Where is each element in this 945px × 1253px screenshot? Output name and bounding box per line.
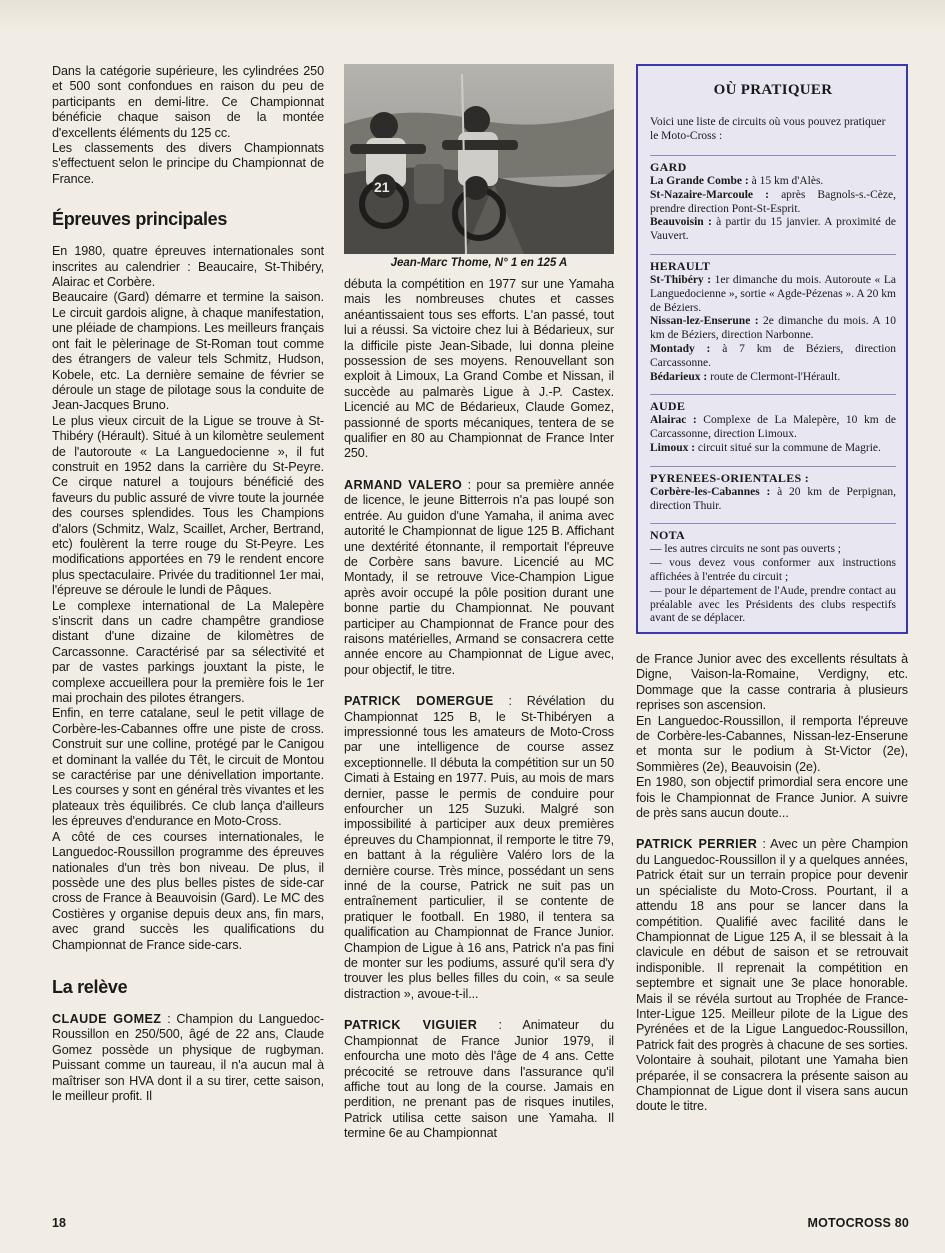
circuit-desc: circuit situé sur la commune de Magrie. xyxy=(695,441,881,454)
circuit-desc: à 20 km de Perpignan, direction Thuir. xyxy=(650,485,896,512)
rider-text: : Avec un père Champion du Languedoc-Roussillon il y a quelques années, Patrick était sur un terrain propice pour devenir un spécialiste du Moto-Cross. Pourtant, il a attendu 18 ans pour se lancer dans la compétition. Qualifié avec facilité dans le Championnat de Ligue 125 A, il se blessait à la clavicule en début de saison et se retrouvait indisponible. Il reprenait la compétition en septembre et signait une 3e place honorable. Mais il se révéla surtout au Trophée de France-Inter-Ligue 125. Meilleur pilote de la Ligue des Pyrénées et de la Ligue Languedoc-Roussillon, Patrick fait des progrès à chacune de ses sorties. Volontaire à souhait, pilotant une Yamaha bien préparée, il se consacrera la présente saison au Championnat de Ligue dont il visera sans aucun doute le titre. xyxy=(636,837,908,1114)
paragraph-viguier xyxy=(344,1018,614,1141)
column-2 xyxy=(344,64,614,1142)
page-top-strip xyxy=(0,0,945,30)
circuit-desc: Complexe de La Malepère, 10 km de Carcassonne, direction Limoux. xyxy=(650,414,897,441)
circuit-name: Montady : xyxy=(650,342,711,355)
paragraph: En 1980, son objectif primordial sera encore une fois le Championnat de France Junior. A suivre de près sans aucun doute... xyxy=(636,775,908,821)
paragraph-perrier xyxy=(636,837,908,1114)
region-gard xyxy=(650,155,896,244)
photo-caption: Jean-Marc Thome, N° 1 en 125 A xyxy=(390,257,568,269)
paragraph: Enfin, en terre catalane, seul le petit village de Corbère-les-Cabannes offre une piste de cross. Construit sur une colline, protégé par le Canigou et dominant la vallée du Têt, le circuit de Montou se caractérise par une dénivellation importante. Les courses y sont en général très vivantes et les plateaux très équilibrés. Ce club lança d'ailleurs les épreuves d'endurance en Moto-Cross. xyxy=(52,706,324,829)
nota-block xyxy=(650,523,896,626)
svg-text:21: 21 xyxy=(374,179,390,195)
rider-name: PATRICK VIGUIER xyxy=(344,1018,478,1033)
rider-name: PATRICK DOMERGUE xyxy=(344,694,494,709)
circuit-entry xyxy=(650,486,896,514)
circuit-desc: à 7 km de Béziers, direction Carcassonne. xyxy=(650,342,896,369)
column-3-text xyxy=(636,652,908,1115)
region-name: PYRENEES-ORIENTALES : xyxy=(650,466,896,486)
page-number: 18 xyxy=(52,1216,66,1230)
section-heading-epreuves: Épreuves principales xyxy=(52,209,228,230)
circuit-desc: à partir du 15 janvier. A proximité de Vauvert. xyxy=(650,216,896,243)
rider-photo xyxy=(344,64,614,254)
circuit-entry xyxy=(650,442,896,456)
motocross-riders-image xyxy=(344,64,614,254)
region-name: AUDE xyxy=(650,394,896,414)
circuit-name: Limoux : xyxy=(650,441,696,454)
paragraph: En Languedoc-Roussillon, il remporta l'épreuve de Corbère-les-Cabannes, Nissan-lez-Enserune et monta sur le podium à St-Victor (2e), Sommières (2e), Beauvoisin (2e). xyxy=(636,713,908,774)
circuit-entry xyxy=(650,274,896,315)
circuit-desc: à 15 km d'Alès. xyxy=(748,175,824,187)
circuit-entry xyxy=(650,414,896,442)
paragraph: Les classements des divers Championnats s'effectuent selon le principe du Championnat de France. xyxy=(52,141,324,186)
box-intro: Voici une liste de circuits où vous pouvez pratiquer le Moto-Cross : xyxy=(650,116,886,142)
circuit-name: Alairac : xyxy=(650,414,697,427)
circuit-entry xyxy=(650,371,896,385)
rider-text: : pour sa première année de licence, le jeune Bitterrois n'a pas loupé son entrée. Au guidon d'une Yamaha, il anima avec autorité le Championnat de ligue 125 B. Affichant une dextérité étonnante, il remportait l'épreuve de Corbère sans bavure. Licencié au MC Montady, il se retrouve Vice-Champion Ligue après avoir occupé la pôle position durant une bonne partie du Championnat. Ne pouvant participer au Championnat de France pour des raisons matérielles, Armand se consacrera cette année encore au Championnat de Ligue avec, pour objectif, le titre. xyxy=(344,477,614,677)
region-pyrenees-orientales xyxy=(650,466,896,514)
circuit-entry xyxy=(650,315,896,343)
circuit-name: Nissan-lez-Enserune : xyxy=(650,315,759,328)
region-aude xyxy=(650,394,896,455)
paragraph: Beaucaire (Gard) démarre et termine la saison. Le circuit gardois aligne, à chaque manifestation, une pléiade de champions. Les meilleurs français ont fait le pèlerinage de St-Roman tout comme des étrangers de valeur tels Schmitz, Hudson, Kobele, etc. La dernière semaine de février se déroule un stage de pilotage sous la conduite de Jean-Jacques Bruno. xyxy=(52,290,324,413)
circuit-name: Beauvoisin : xyxy=(650,216,712,229)
paragraph: de France Junior avec des excellents résultats à Digne, Vaison-la-Romaine, Verdigny, etc. Dommage que la casse contraria à plusieurs reprises son ascension. xyxy=(636,652,908,713)
circuits-sidebar-box xyxy=(636,64,908,634)
rider-name: ARMAND VALERO xyxy=(344,477,463,492)
paragraph-gomez xyxy=(52,1012,324,1104)
nota-line: — pour le département de l'Aude, prendre contact au préalable avec les Présidents des clubs respectifs avant de se déplacer. xyxy=(650,584,896,625)
circuit-entry xyxy=(650,216,896,244)
rider-text: : Animateur du Championnat de France Junior 1979, il enfourcha une moto dès l'âge de 4 ans. Cette précocité se retrouve dans l'assurance qu'il affiche tout au long de la course. Jamais en perdition, ne prenant pas de risques inutiles, Patrick utilisa cette saison une Yamaha. Il termine 6e au Championnat xyxy=(344,1018,614,1141)
rider-text: : Champion du Languedoc-Roussillon en 250/500, âgé de 22 ans, Claude Gomez possède un physique de rugbyman. Puissant comme un taureau, il n'a aucun mal à maîtriser son HVA dont il a su tirer, cette saison, le meilleur profit. Il xyxy=(52,1011,324,1103)
section-heading-releve: La relève xyxy=(52,976,128,997)
nota-title: NOTA xyxy=(650,523,896,543)
paragraph: Le plus vieux circuit de la Ligue se trouve à St-Thibéry (Hérault). Situé à un kilomètre seulement de l'autoroute « La Languedocienne », il fut construit en 1952 dans la carrière du St-Peyre. Ce cirque naturel a toujours bénéficié des faveurs du public assuré de vivre toute la journée des courses splendides. Tous les Champions d'alors (Schmitz, Walz, Scaillet, Archer, Bertrand, etc) foulèrent la terre rouge du St-Peyre. Les modifications apportées en 79 le rendent encore plus spectaculaire. Privée du traditionnel 1er mai, l'épreuve se déroule le lundi de Pâques. xyxy=(52,413,324,598)
nota-line: — vous devez vous conformer aux instructions affichées à l'entrée du circuit ; xyxy=(650,557,896,583)
circuit-name: Bédarieux : xyxy=(650,370,708,383)
circuit-desc: route de Clermont-l'Hérault. xyxy=(707,370,841,383)
magazine-name: MOTOCROSS 80 xyxy=(807,1216,909,1230)
paragraph-domergue xyxy=(344,694,614,1002)
circuit-name: La Grande Combe : xyxy=(650,175,749,187)
rider-text: : Révélation du Championnat 125 B, le St-Thibéryen a impressionné tous les amateurs de Moto-Cross par une intelligence de course assez exceptionnelle. Il débuta la compétition sur un 50 Cimati à Estaing en 1977. Puis, au mois de mars dernier, passe le permis de conduire pour enfourcher un 125 Suzuki. Malgré son impossibilité à participer aux deux premières épreuves du Championnat, il remporte le titre 79, en battant à la régulière Valéro lors de la dernière course. Très mince, possédant un sens inné de la course, Patrick ne suit pas un entraînement particulier, il se contente de pratiquer le football. En 1980, il tentera sa qualification au Championnat de France Junior. Champion de Ligue à 16 ans, Patrick n'a pas fini de monter sur les podiums, assuré qu'il sera d'y trouver les plus belles filles du coin, « sa seule distraction », avoue-t-il... xyxy=(344,694,614,1001)
paragraph: Le complexe international de La Malepère s'inscrit dans un cadre champêtre grandiose distant d'une dizaine de kilomètres de Carcassonne. Caractérisé par sa sélectivité et par de vastes parkings jouxtant la piste, le complexe accueillera pour la première fois le 1er mai prochain des pilotes étrangers. xyxy=(52,598,324,706)
region-name: HERAULT xyxy=(650,254,896,274)
rider-name: CLAUDE GOMEZ xyxy=(52,1011,162,1026)
column-3 xyxy=(636,64,908,1115)
paragraph-valero xyxy=(344,478,614,678)
circuit-name: St-Thibéry : xyxy=(650,273,712,286)
circuit-desc: 1er dimanche du mois. Autoroute « La Languedocienne », sortie « Agde-Pézenas ». A 20 km de Béziers. xyxy=(650,273,896,314)
nota-line: — les autres circuits ne sont pas ouverts ; xyxy=(650,543,841,556)
rider-name: PATRICK PERRIER xyxy=(636,837,758,852)
paragraph: débuta la compétition en 1977 sur une Yamaha mais les nombreuses chutes et casses anéantissaient tous ses efforts. L'an passé, tout lui a réussi. Sa victoire chez lui à Bédarieux, sur la difficile piste Jean-Sibade, lui donna pleine possession de ses moyens. Renouvellant son exploit à Limoux, La Grand Combe et Nissan, il succède au palmarès Ligue à J.-P. Castex. Licencié au MC de Bédarieux, Claude Gomez, passionné de sports mécaniques, tentera de se qualifier en 80 au Championnat de France Inter 250. xyxy=(344,277,614,461)
circuit-entry xyxy=(650,189,896,217)
circuit-name: Corbère-les-Cabannes : xyxy=(650,485,771,498)
paragraph: En 1980, quatre épreuves internationales sont inscrites au calendrier : Beaucaire, St-Thibéry, Alairac et Corbère. xyxy=(52,244,324,290)
circuit-desc: après Bagnols-s.-Cèze, prendre direction Pont-St-Esprit. xyxy=(650,188,896,215)
circuit-desc: 2e dimanche du mois. A 10 km de Béziers, direction Narbonne. xyxy=(650,315,896,342)
circuit-entry xyxy=(650,175,896,189)
region-herault xyxy=(650,254,896,384)
circuit-name: St-Nazaire-Marcoule : xyxy=(650,188,769,201)
region-name: GARD xyxy=(650,155,896,175)
paragraph: Dans la catégorie supérieure, les cylindrées 250 et 500 sont confondues en raison du peu de participants en demi-litre. Ce Championnat bénéficie chaque saison de la montée d'excellents éléments du 125 cc. xyxy=(52,64,324,140)
box-title: OÙ PRATIQUER xyxy=(713,82,833,98)
paragraph: A côté de ces courses internationales, le Languedoc-Roussillon programme des épreuves nationales d'un très bon niveau. De plus, il possède une des plus belles pistes de side-car cross de France à Beauvoisin (Gard). Le MC des Costières y organise depuis deux ans, fin mars, avec grand succès les qualifications du Championnat de France side-cars. xyxy=(52,829,324,952)
column-1 xyxy=(52,64,324,1104)
circuit-entry xyxy=(650,343,896,371)
